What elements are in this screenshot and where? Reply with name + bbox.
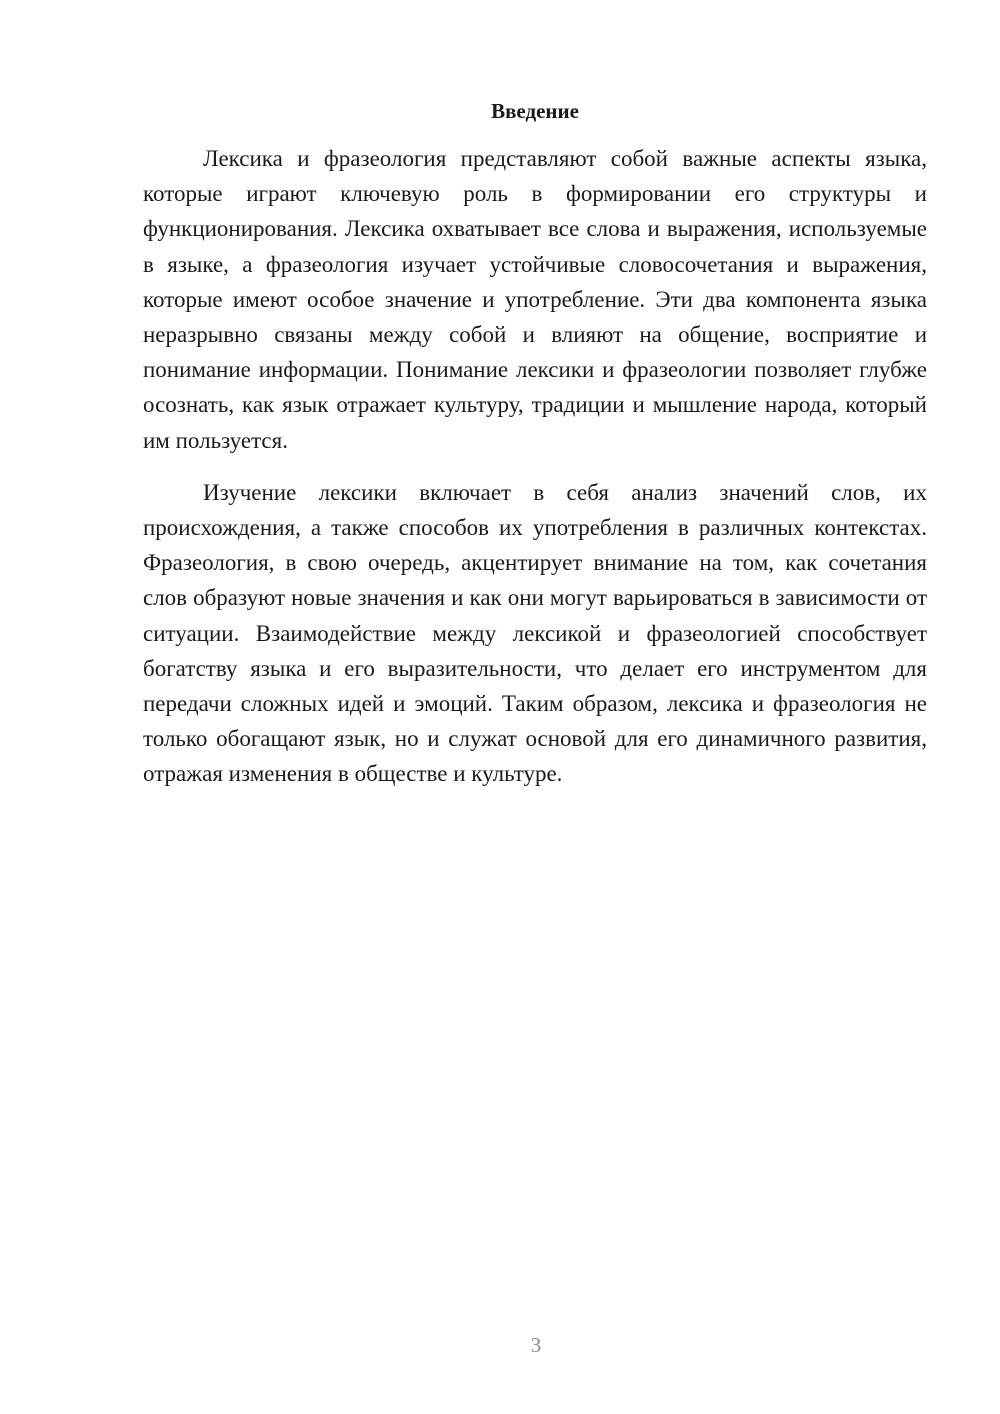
paragraph-2: Изучение лексики включает в себя анализ значений слов, их происхождения, а также способов их употребления в различных контекстах. Фразеология, в свою очередь, акцентирует внимание на том, как сочетания слов образуют новые значения и как они могут варьироваться в зависимости от ситуации. Взаимодействие между лексикой и фразеологией способствует богатству языка и его выразительности, что делает его инструментом для передачи сложных идей и эмоций. Таким образом, лексика и фразеология не только обогащают язык, но и служат основой для его динамичного развития, отражая изменения в обществе и культуре.	[143, 479, 927, 787]
page-content	[143, 93, 927, 792]
page-number: 3	[530, 1333, 542, 1357]
paragraph-1: Лексика и фразеология представляют собой важные аспекты языка, которые играют ключевую роль в формировании его структуры и функционирования. Лексика охватывает все слова и выражения, используемые в языке, а фразеология изучает устойчивые словосочетания и выражения, которые имеют особое значение и употребление. Эти два компонента языка неразрывно связаны между собой и влияют на общение, восприятие и понимание информации. Понимание лексики и фразеологии позволяет глубже осознать, как язык отражает культуру, традиции и мышление народа, который им пользуется.	[143, 146, 927, 453]
page-title: Введение	[491, 99, 579, 123]
